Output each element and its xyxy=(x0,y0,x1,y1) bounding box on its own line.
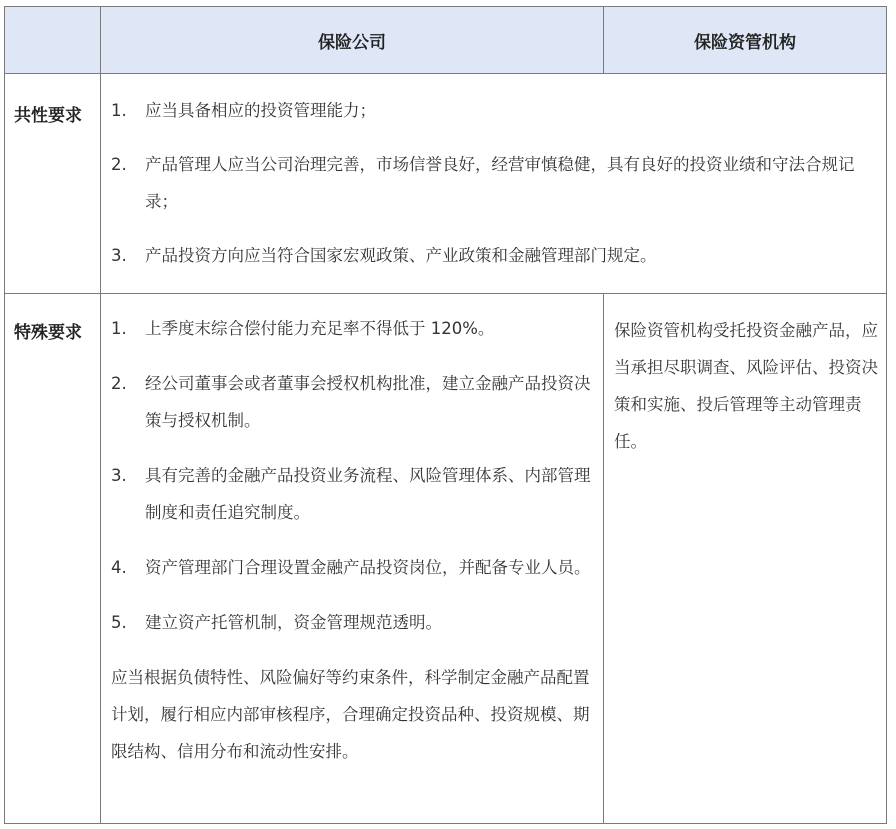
requirements-table xyxy=(4,6,887,824)
special-requirements-row xyxy=(5,294,887,824)
list-item xyxy=(101,365,603,439)
item-text: 经公司董事会或者董事会授权机构批准，建立金融产品投资决策与授权机制。 xyxy=(145,374,591,430)
special-requirements-asset-manager-cell xyxy=(604,294,887,824)
item-number: 5. xyxy=(111,613,127,632)
list-item xyxy=(101,237,886,274)
item-number: 3. xyxy=(111,246,127,265)
common-requirements-cell xyxy=(101,74,887,294)
common-requirements-label-cell xyxy=(5,74,101,294)
item-number: 1. xyxy=(111,101,127,120)
item-text: 应当具备相应的投资管理能力； xyxy=(145,101,376,120)
list-item xyxy=(101,457,603,531)
insurer-allocation-paragraph: 应当根据负债特性、风险偏好等约束条件，科学制定金融产品配置计划，履行相应内部审核程序，合理确定投资品种、投资规模、期限结构、信用分布和流动性安排。 xyxy=(111,668,590,761)
item-text: 建立资产托管机制，资金管理规范透明。 xyxy=(145,613,442,632)
common-requirements-list xyxy=(101,74,886,284)
list-item xyxy=(101,92,886,129)
item-number: 4. xyxy=(111,558,127,577)
item-text: 产品投资方向应当符合国家宏观政策、产业政策和金融管理部门规定。 xyxy=(145,246,657,265)
special-requirements-label-cell xyxy=(5,294,101,824)
list-item xyxy=(101,549,603,586)
common-requirements-label: 共性要求 xyxy=(14,106,82,126)
header-corner xyxy=(5,7,101,74)
header-row xyxy=(5,7,887,74)
item-text: 具有完善的金融产品投资业务流程、风险管理体系、内部管理制度和责任追究制度。 xyxy=(145,466,591,522)
item-text: 上季度末综合偿付能力充足率不得低于 120%。 xyxy=(145,319,495,338)
item-number: 2. xyxy=(111,155,127,174)
item-number: 1. xyxy=(111,319,127,338)
list-item xyxy=(101,310,603,347)
asset-manager-paragraph: 保险资管机构受托投资金融产品，应当承担尽职调查、风险评估、投资决策和实施、投后管理等主动管理责任。 xyxy=(614,321,878,451)
special-requirements-label: 特殊要求 xyxy=(14,323,82,343)
item-number: 3. xyxy=(111,466,127,485)
item-text: 资产管理部门合理设置金融产品投资岗位，并配备专业人员。 xyxy=(145,558,591,577)
special-requirements-list xyxy=(101,294,603,641)
list-item xyxy=(101,146,886,220)
special-requirements-insurer-cell xyxy=(101,294,604,824)
common-requirements-row xyxy=(5,74,887,294)
header-asset-manager: 保险资管机构 xyxy=(604,7,887,74)
list-item xyxy=(101,604,603,641)
item-text: 产品管理人应当公司治理完善，市场信誉良好，经营审慎稳健，具有良好的投资业绩和守法合规记录； xyxy=(145,155,855,211)
header-insurer: 保险公司 xyxy=(101,7,604,74)
item-number: 2. xyxy=(111,374,127,393)
